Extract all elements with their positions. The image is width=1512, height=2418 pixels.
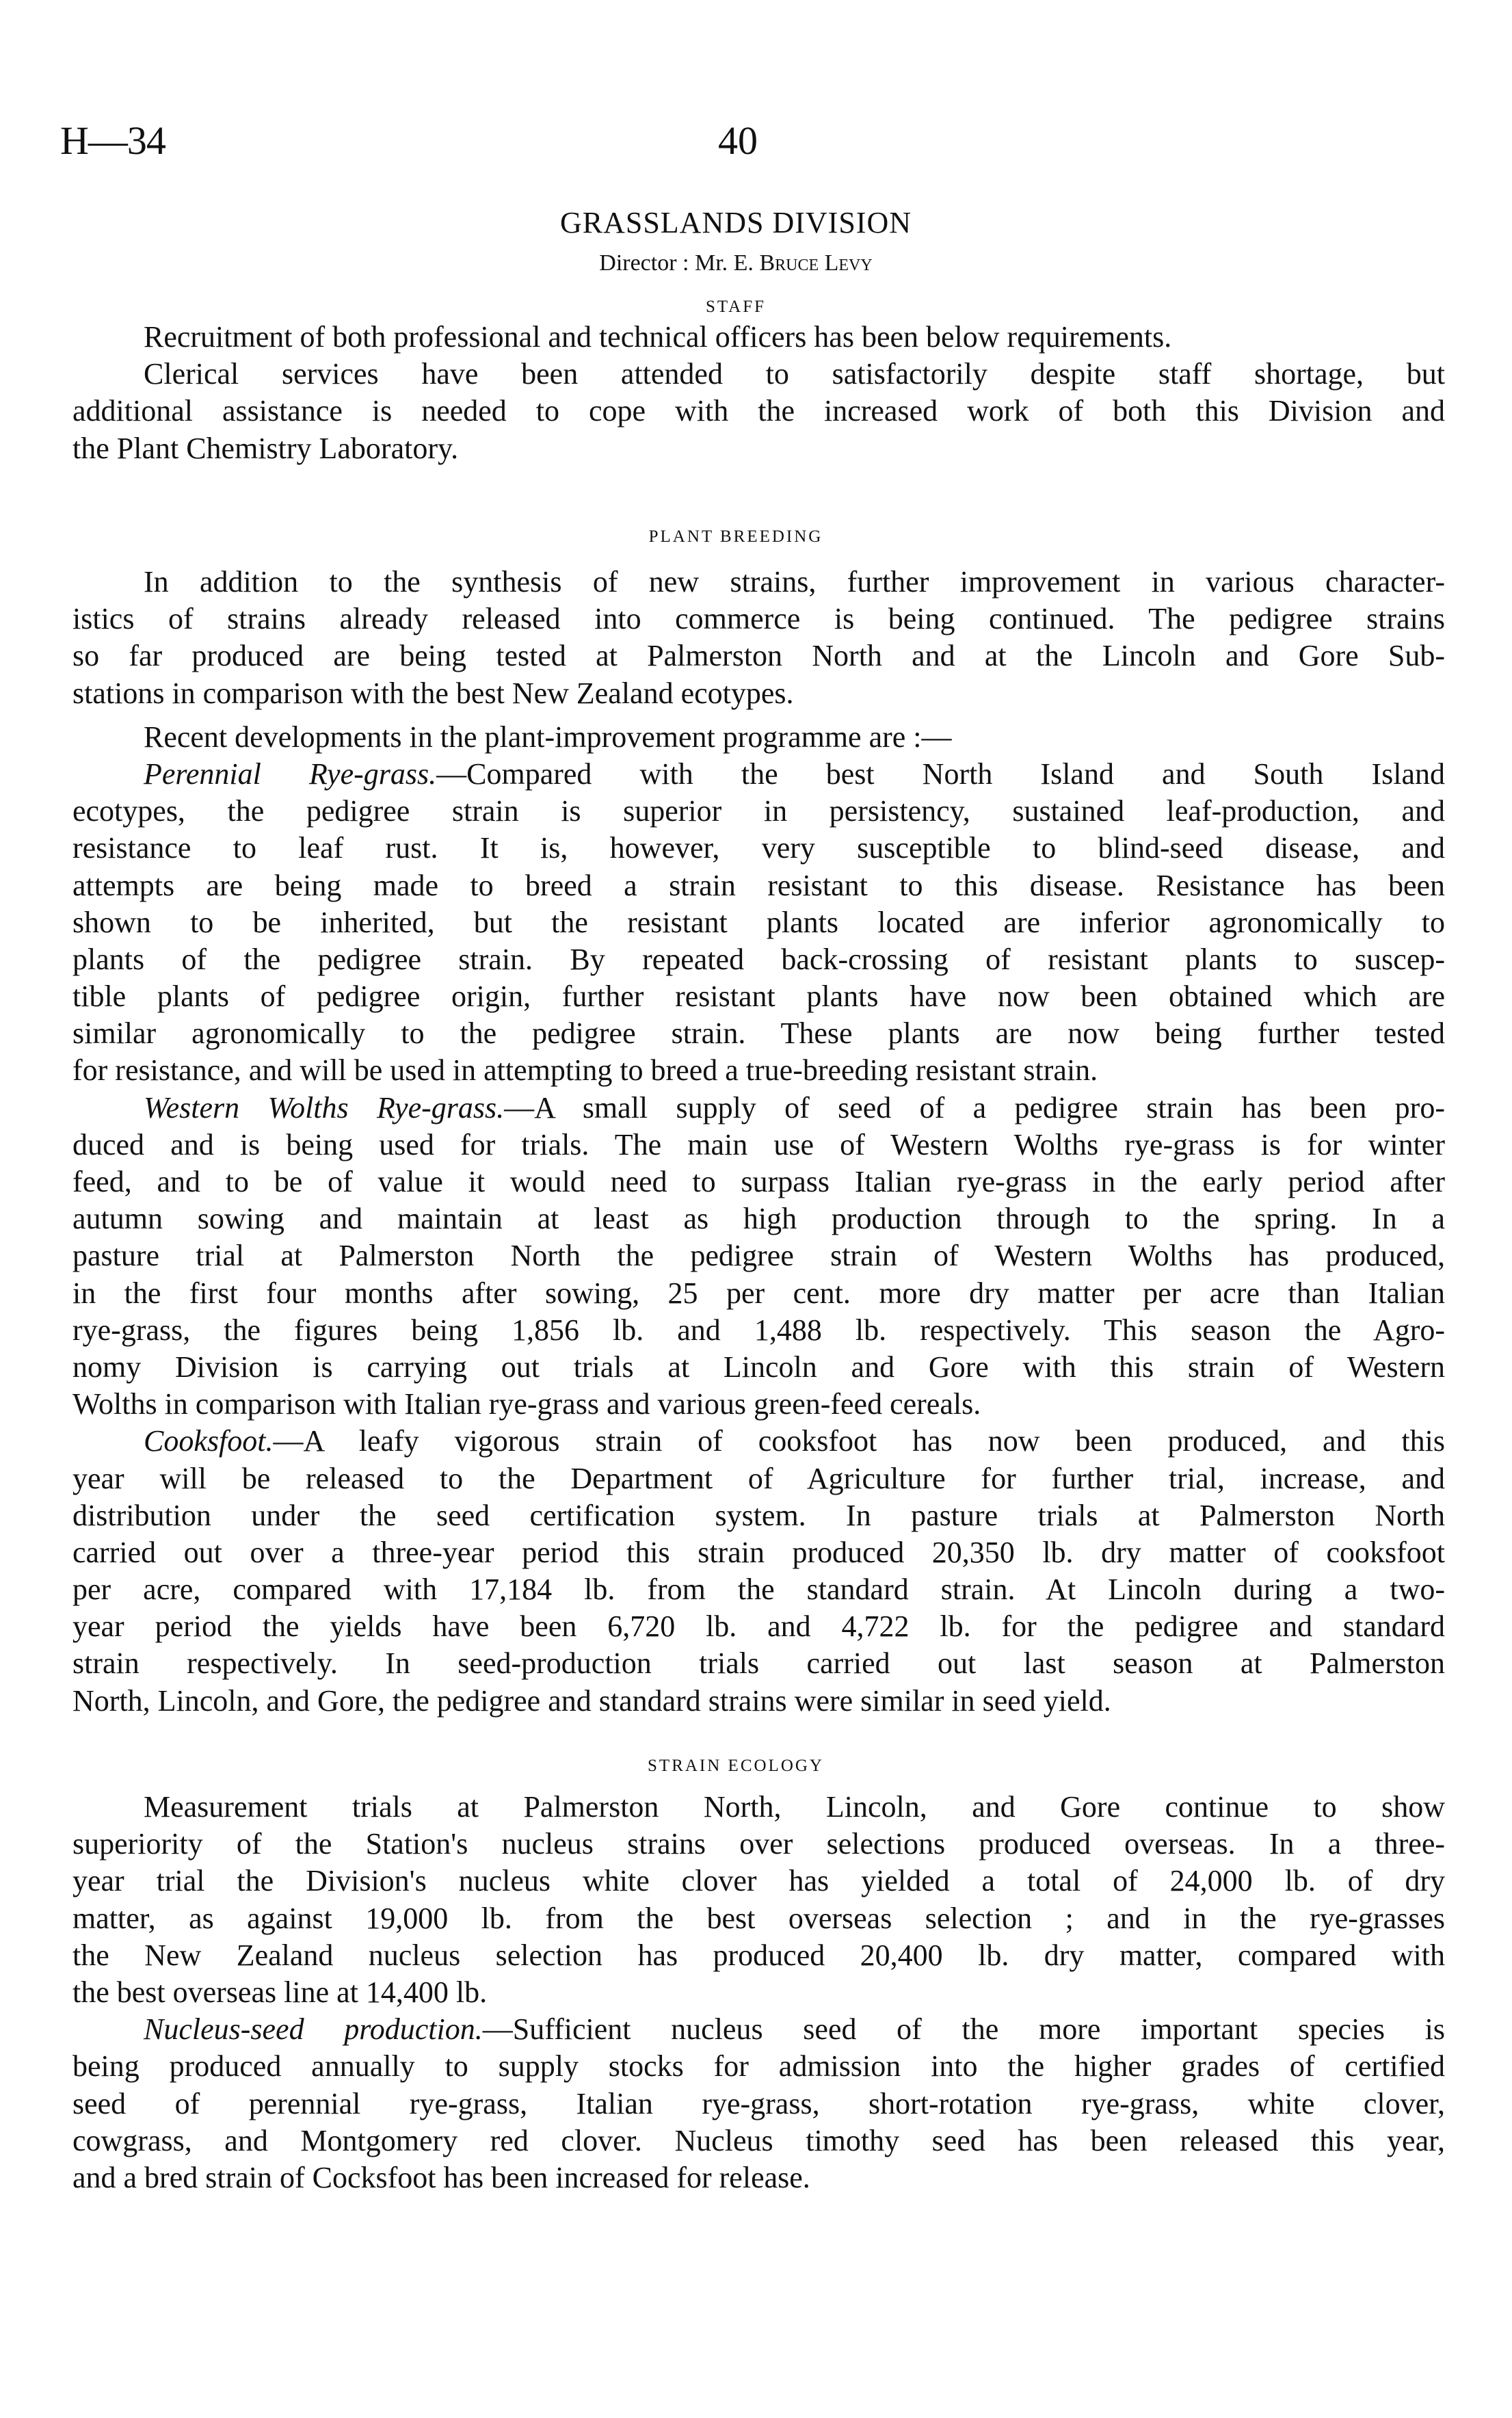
text-line [72,1900,1445,1937]
text-line [72,1608,1445,1645]
text-line [72,1863,1445,1900]
line-text: seed of perennial rye-grass, Italian rye-grass, short-rotation rye-grass, white clover, [72,2086,1445,2120]
text-line [72,2159,1445,2196]
section-body-plant-breeding [72,564,1445,1720]
line-text: Clerical services have been attended to satisfactorily despite staff shortage, but [144,357,1445,391]
text-line [72,1789,1445,1826]
line-text: the Plant Chemistry Laboratory. [72,431,459,465]
text-line [72,601,1445,638]
line-text: In addition to the synthesis of new strains, further improvement in various character- [144,565,1445,599]
line-text: year will be released to the Department of Agriculture for further trial, increase, and [72,1461,1445,1495]
paragraph-lead-italic: Cooksfoot. [144,1424,274,1458]
paragraph [72,756,1445,1090]
text-line [72,430,1445,467]
paragraph-lead-italic: Perennial Rye-grass. [144,757,437,791]
page-title: GRASSLANDS DIVISION [559,206,912,239]
text-line [72,1349,1445,1386]
text-line [72,1200,1445,1237]
text-line [72,1645,1445,1682]
text-line [72,1683,1445,1720]
text-line [72,2086,1445,2123]
text-line [72,1164,1445,1200]
line-text: nomy Division is carrying out trials at Lincoln and Gore with this strain of Western [72,1350,1445,1384]
text-line [72,830,1445,867]
line-text: superiority of the Station's nucleus strains over selections produced overseas. In a three- [72,1827,1445,1861]
director-name: Bruce Levy [759,250,873,276]
text-line [72,1237,1445,1274]
line-text: Measurement trials at Palmerston North, Lincoln, and Gore continue to show [144,1790,1445,1824]
text-line [72,1015,1445,1052]
line-text: Recent developments in the plant-improvement programme are :— [144,720,952,754]
text-line [72,1386,1445,1423]
line-text: strain respectively. In seed-production trials carried out last season at Palmerston [72,1646,1445,1681]
line-text: the New Zealand nucleus selection has produced 20,400 lb. dry matter, compared with [72,1938,1445,1972]
text-line [72,1090,1445,1127]
line-text: matter, as against 19,000 lb. from the best overseas selection ; and in the rye-grasses [72,1901,1445,1935]
text-line [72,1423,1445,1460]
text-line [72,393,1445,430]
line-text: additional assistance is needed to cope with the increased work of both this Division and [72,394,1445,428]
text-line [72,2123,1445,2159]
text-line [72,719,1445,756]
line-text: feed, and to be of value it would need to surpass Italian rye-grass in the early period after [72,1165,1445,1198]
text-line [72,978,1445,1015]
text-line [72,1826,1445,1863]
paragraph-lead-italic: Nucleus-seed production. [144,2012,483,2047]
line-text: tible plants of pedigree origin, further resistant plants have now been obtained which are [72,980,1445,1014]
section-heading-strain-ecology: STRAIN ECOLOGY [648,1757,824,1775]
text-line [72,2048,1445,2085]
line-text: duced and is being used for trials. The main use of Western Wolths rye-grass is for winter [72,1127,1445,1161]
section-body-staff [72,319,1445,467]
text-line [72,1534,1445,1571]
paragraph [72,2011,1445,2196]
text-line [72,1460,1445,1497]
text-line [72,756,1445,793]
text-line [72,793,1445,830]
text-line [72,904,1445,941]
text-line [72,356,1445,393]
paragraph-lead-italic: Western Wolths Rye-grass. [144,1090,505,1125]
line-text: carried out over a three-year period this strain produced 20,350 lb. dry matter of cooksfoot [72,1535,1445,1569]
text-line [72,1275,1445,1312]
text-line [72,1974,1445,2011]
paragraph [72,1789,1445,2011]
line-text: cowgrass, and Montgomery red clover. Nucleus timothy seed has been released this year, [72,2123,1445,2157]
page-number: 40 [718,118,758,163]
paragraph [72,1090,1445,1423]
text-line [72,1571,1445,1608]
line-text: Wolths in comparison with Italian rye-grass and various green-feed cereals. [72,1387,981,1421]
line-text: —Sufficient nucleus seed of the more important species is [482,2012,1445,2047]
section-body-strain-ecology [72,1789,1445,2196]
line-text: and a bred strain of Cocksfoot has been increased for release. [72,2160,810,2194]
document-reference: H—34 [60,118,165,163]
line-text: for resistance, and will be used in attempting to breed a true-breeding resistant strain. [72,1053,1098,1088]
text-line [72,2011,1445,2048]
text-line [72,941,1445,978]
line-text: pasture trial at Palmerston North the pedigree strain of Western Wolths has produced, [72,1239,1445,1273]
line-text: North, Lincoln, and Gore, the pedigree and standard strains were similar in seed yield. [72,1683,1111,1718]
director-label: Director : Mr. E. [599,250,760,276]
text-line [72,1937,1445,1974]
section-heading-staff: STAFF [705,298,767,316]
line-text: stations in comparison with the best New Zealand ecotypes. [72,676,794,710]
line-text: attempts are being made to breed a strain resistant to this disease. Resistance has been [72,868,1445,902]
line-text: being produced annually to supply stocks for admission into the higher grades of certified [72,2049,1445,2084]
text-line [72,1497,1445,1534]
line-text: rye-grass, the figures being 1,856 lb. and 1,488 lb. respectively. This season the Agro- [72,1313,1445,1347]
paragraph [72,356,1445,467]
line-text: autumn sowing and maintain at least as high production through to the spring. In a [72,1202,1445,1236]
text-line [72,1312,1445,1349]
line-text: year trial the Division's nucleus white clover has yielded a total of 24,000 lb. of dry [72,1864,1445,1898]
line-text: Recruitment of both professional and technical officers has been below requirements. [144,320,1172,354]
line-text: —A leafy vigorous strain of cooksfoot has now been produced, and this [273,1424,1445,1458]
text-line [72,564,1445,601]
line-text: ecotypes, the pedigree strain is superior in persistency, sustained leaf-production, and [72,794,1445,828]
line-text: shown to be inherited, but the resistant plants located are inferior agronomically to [72,905,1445,939]
line-text: the best overseas line at 14,400 lb. [72,1975,488,2009]
paragraph [72,719,1445,756]
line-text: plants of the pedigree strain. By repeated back-crossing of resistant plants to suscep- [72,942,1445,976]
line-text: istics of strains already released into commerce is being continued. The pedigree strains [72,602,1445,636]
section-heading-plant-breeding: PLANT BREEDING [648,527,823,546]
line-text: resistance to leaf rust. It is, however, very susceptible to blind-seed disease, and [72,831,1445,865]
line-text: per acre, compared with 17,184 lb. from the standard strain. At Lincoln during a two- [72,1573,1445,1607]
text-line [72,1052,1445,1089]
text-line [72,638,1445,674]
director-line [72,250,1399,276]
text-line [72,1127,1445,1164]
text-line [72,675,1445,712]
line-text: in the first four months after sowing, 25 per cent. more dry matter per acre than Italian [72,1276,1445,1310]
text-line [72,319,1445,356]
paragraph [72,1423,1445,1720]
line-text: —A small supply of seed of a pedigree strain has been pro- [504,1090,1445,1125]
line-text: —Compared with the best North Island and South Island [436,757,1445,791]
line-text: year period the yields have been 6,720 lb. and 4,722 lb. for the pedigree and standard [72,1609,1445,1644]
line-text: similar agronomically to the pedigree strain. These plants are now being further tested [72,1016,1445,1051]
line-text: distribution under the seed certification system. In pasture trials at Palmerston North [72,1498,1445,1532]
paragraph [72,564,1445,712]
text-line [72,867,1445,904]
paragraph [72,319,1445,356]
line-text: so far produced are being tested at Palmerston North and at the Lincoln and Gore Sub- [72,639,1445,673]
